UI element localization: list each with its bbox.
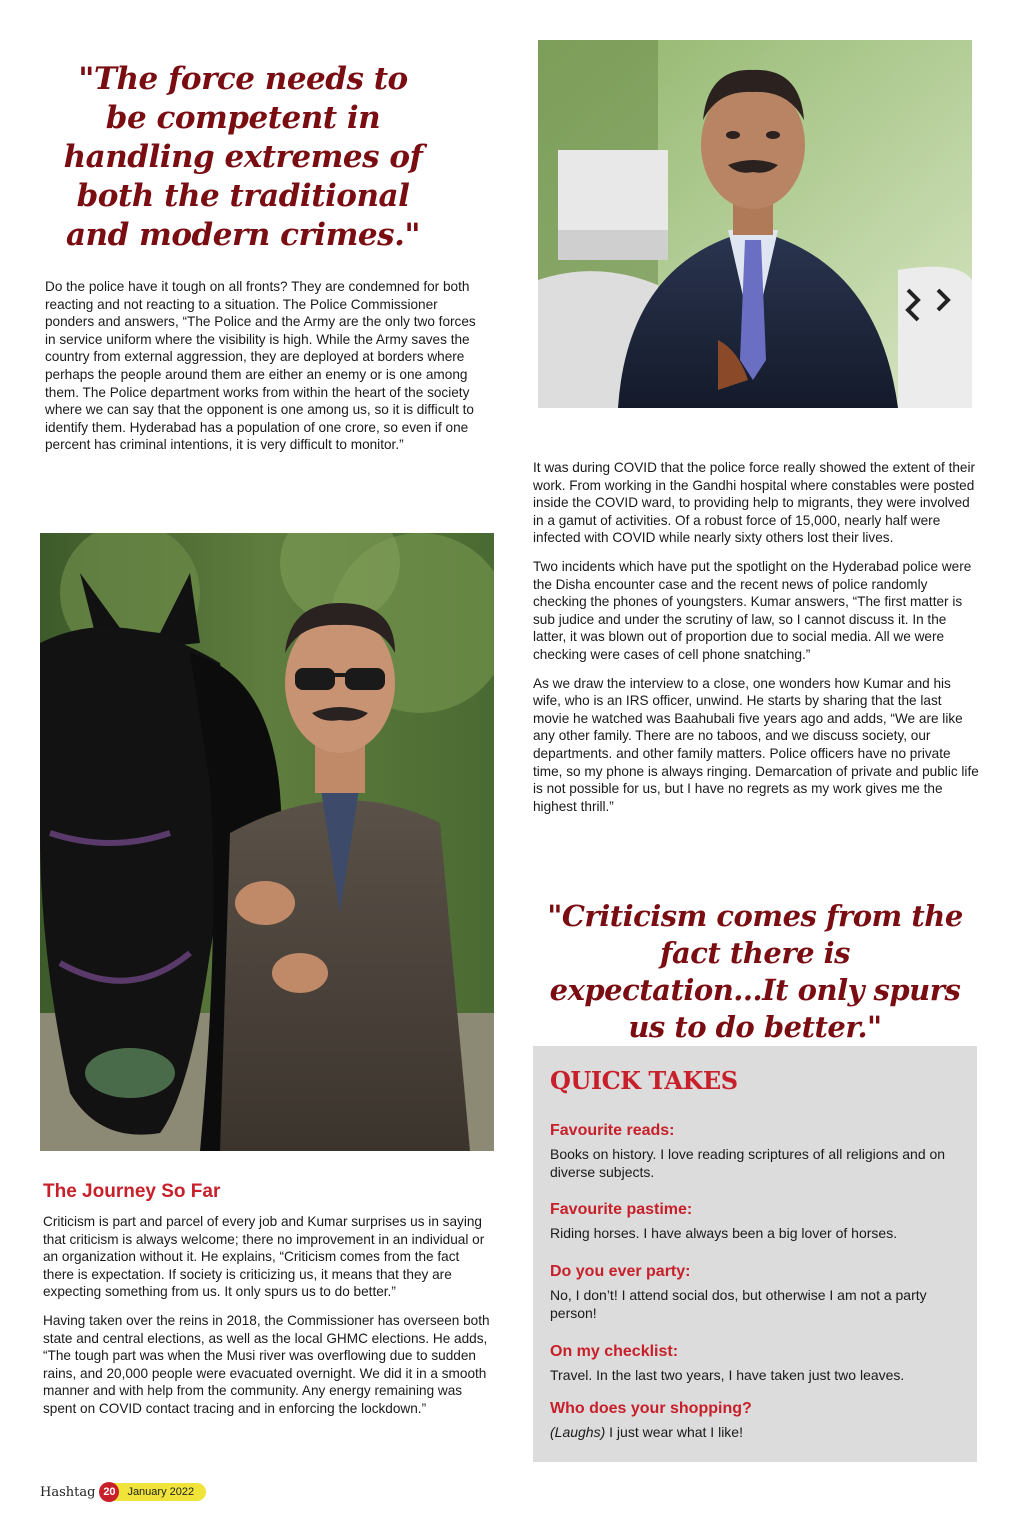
pull-quote-top: "The force needs to be competent in handling extremes of both the traditional and modern crimes." [63, 61, 423, 253]
quick-take-answer: No, I don’t! I attend social dos, but otherwise I am not a party person! [550, 1287, 927, 1321]
laughs-emphasis: (Laughs) [550, 1424, 606, 1440]
quick-take-item [550, 1122, 950, 1181]
pull-quote-mid: "Criticism comes from the fact there is expectation...It only spurs us to do better." [547, 899, 963, 1044]
quick-take-answer-text: I just wear what I like! [605, 1424, 743, 1440]
quick-take-item [550, 1400, 950, 1441]
quick-take-answer: Books on history. I love reading scriptures of all religions and on diverse subjects. [550, 1146, 946, 1180]
quick-take-question: Who does your shopping? [550, 1400, 752, 1417]
issue-date: January 2022 [113, 1483, 206, 1501]
intro-paragraph: Do the police have it tough on all fronts? They are condemned for both reacting and not reacting to a situation. The Police Commissioner ponders and answers, “The Police and the Army are the only two forces in service uniform where the visibility is high. While the Army saves the country from external aggression, they are deployed at borders where perhaps the people around them are either an enemy or is one among them. The Police department works from within the heart of the society where we can say that the opponent is one among us, so it is difficult to identify them. Hyderabad has a population of one crore, so even if one percent has criminal intentions, it is very difficult to monitor.” [45, 279, 476, 453]
quick-takes-title: QUICK TAKES [550, 1066, 738, 1095]
quick-take-item [550, 1201, 950, 1242]
quick-take-question: Favourite reads: [550, 1122, 675, 1139]
page-footer [40, 1482, 206, 1502]
quick-take-question: On my checklist: [550, 1343, 679, 1360]
portrait-photo [538, 40, 972, 408]
magazine-logo: Hashtag [40, 1484, 96, 1500]
col2-paragraph-3: As we draw the interview to a close, one wonders how Kumar and his wife, who is an IRS officer, unwind. He starts by sharing that the last movie he watched was Baahubali five years ago and adds, “We are like any other family. There are no taboos, and we discuss society, our departments. and other family matters. Police officers have no private time, so my phone is always ringing. Demarcation of private and public life is not possible for us, but I have no regrets as my work gives me the highest thrill.” [533, 675, 979, 814]
quick-take-item [550, 1343, 950, 1384]
quick-take-answer: Riding horses. I have always been a big lover of horses. [550, 1225, 898, 1241]
col2-paragraph-2: Two incidents which have put the spotlight on the Hyderabad police were the Disha encounter case and the recent news of police randomly checking the phones of youngsters. Kumar answers, “The first matter is sub judice and under the scrutiny of law, so I cannot discuss it. In the latter, it was blown out of proportion due to social media. All we were checking were cases of cell phone snatching.” [533, 558, 972, 662]
quick-take-answer: Travel. In the last two years, I have taken just two leaves. [550, 1367, 905, 1383]
col2-paragraph-1: It was during COVID that the police force really showed the extent of their work. From working in the Gandhi hospital where constables were posted inside the COVID ward, to providing help to migrants, they were involved in a gamut of activities. Of a robust force of 15,000, nearly half were infected with COVID while nearly sixty others lost their lives. [533, 460, 976, 546]
page-number: 20 [99, 1482, 119, 1502]
journey-section [43, 1181, 493, 1429]
portrait-photo-art [538, 40, 972, 408]
journey-paragraph-1: Criticism is part and parcel of every job and Kumar surprises us in saying that criticism is always welcome; there no improvement in an individual or an organization without it. He explains, “Criticism comes from the fact there is expectation. If society is criticizing us, it means that they are expecting something from us. It only spurs us to do better.” [43, 1214, 485, 1300]
quick-takes-box [533, 1046, 977, 1462]
horse-photo-art [40, 533, 494, 1151]
journey-heading: The Journey So Far [43, 1181, 221, 1202]
column-2-text [533, 459, 979, 826]
quick-take-question: Favourite pastime: [550, 1201, 693, 1218]
horse-photo [40, 533, 494, 1151]
journey-paragraph-2: Having taken over the reins in 2018, the Commissioner has overseen both state and central elections, as well as the local GHMC elections. He adds, “The tough part was when the Musi river was overflowing due to sudden rains, and 20,000 people were evacuated overnight. We did it in a smooth manner and with help from the community. Any energy remaining was spent on COVID contact tracing and in enforcing the lockdown.” [43, 1312, 490, 1416]
quick-take-question: Do you ever party: [550, 1263, 691, 1280]
quick-take-answer [550, 1423, 950, 1441]
quick-take-item [550, 1263, 950, 1322]
